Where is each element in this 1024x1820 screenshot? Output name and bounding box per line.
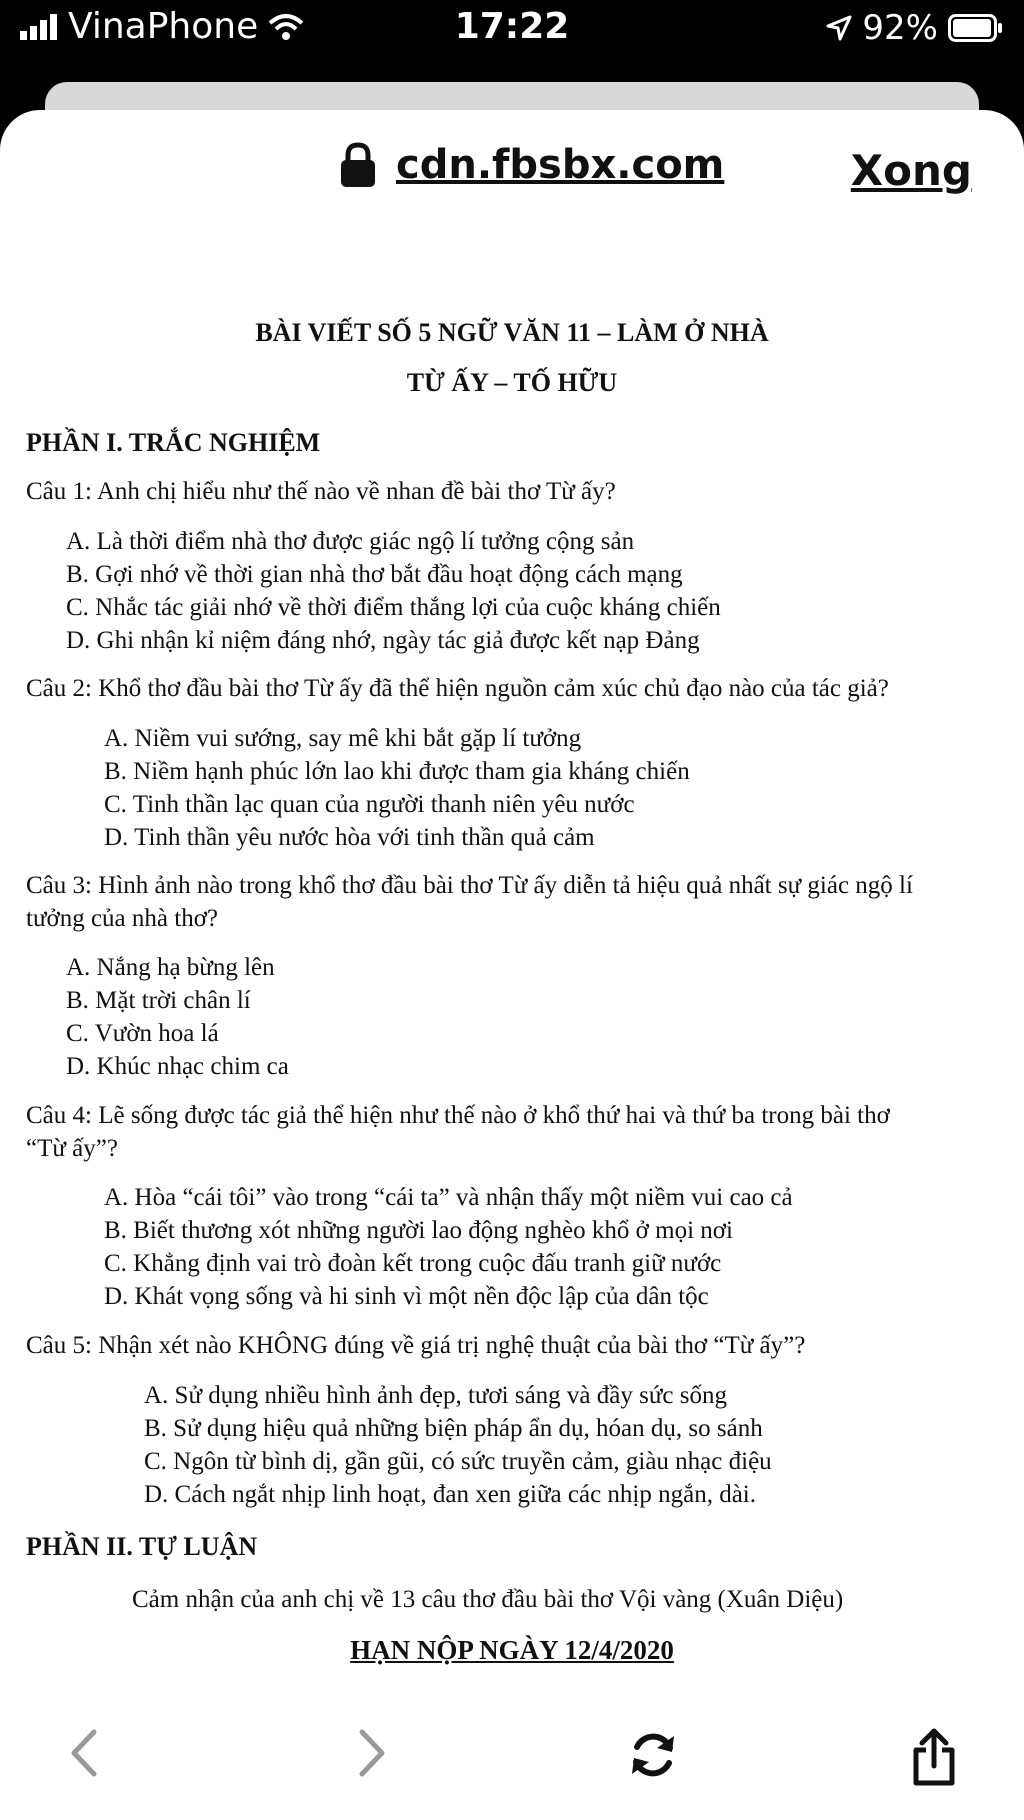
done-button[interactable]: Xong [850, 146, 972, 195]
q3-option-d: D. Khúc nhạc chim ca [66, 1053, 289, 1080]
q3-option-b: B. Mặt trời chân lí [66, 987, 251, 1014]
forward-button[interactable] [356, 1728, 388, 1783]
q4-option-c: C. Khẳng định vai trò đoàn kết trong cuộc đấu tranh giữ nước [104, 1250, 722, 1277]
part1-heading: PHẦN I. TRẮC NGHIỆM [26, 428, 321, 457]
q2-option-b: B. Niềm hạnh phúc lớn lao khi được tham gia kháng chiến [104, 758, 690, 785]
q5-option-b: B. Sử dụng hiệu quả những biện pháp ẩn dụ, hóan dụ, so sánh [144, 1415, 763, 1442]
part2-heading: PHẦN II. TỰ LUẬN [26, 1532, 258, 1561]
battery-icon [948, 14, 1004, 42]
q2-option-d: D. Tinh thần yêu nước hòa với tinh thần quả cảm [104, 824, 595, 851]
address-field[interactable] [340, 142, 724, 188]
q4-option-d: D. Khát vọng sống và hi sinh vì một nền độc lập của dân tộc [104, 1283, 709, 1310]
question-3-line-1: Câu 3: Hình ảnh nào trong khổ thơ đầu bài thơ Từ ấy diễn tả hiệu quả nhất sự giác ngộ lí [26, 872, 913, 899]
q1-option-a: A. Là thời điểm nhà thơ được giác ngộ lí tưởng cộng sản [66, 528, 635, 555]
share-button[interactable] [910, 1728, 958, 1791]
chevron-right-icon [356, 1728, 388, 1778]
reload-button[interactable] [626, 1728, 680, 1787]
q4-option-a: A. Hòa “cái tôi” vào trong “cái ta” và nhận thấy một niềm vui cao cả [104, 1184, 793, 1211]
url-bar [0, 110, 1024, 240]
reload-icon [626, 1728, 680, 1782]
carrier-name: VinaPhone [68, 6, 259, 47]
q1-option-b: B. Gợi nhớ về thời gian nhà thơ bắt đầu hoạt động cách mạng [66, 561, 683, 588]
q5-option-a: A. Sử dụng nhiều hình ảnh đẹp, tươi sáng và đầy sức sống [144, 1382, 727, 1409]
chevron-left-icon [68, 1728, 100, 1778]
q4-option-b: B. Biết thương xót những người lao động nghèo khổ ở mọi nơi [104, 1217, 733, 1244]
essay-prompt: Cảm nhận của anh chị về 13 câu thơ đầu bài thơ Vội vàng (Xuân Diệu) [132, 1586, 844, 1613]
q1-option-d: D. Ghi nhận kỉ niệm đáng nhớ, ngày tác giả được kết nạp Đảng [66, 627, 700, 654]
back-button[interactable] [68, 1728, 100, 1783]
doc-title: BÀI VIẾT SỐ 5 NGỮ VĂN 11 – LÀM Ở NHÀ [255, 318, 769, 347]
bottom-toolbar [0, 1710, 1024, 1820]
status-time: 17:22 [454, 6, 570, 47]
browser-sheet [0, 110, 1024, 1820]
q5-option-d: D. Cách ngắt nhịp linh hoạt, đan xen giữa các nhịp ngắn, dài. [144, 1481, 756, 1508]
question-4-line-1: Câu 4: Lẽ sống được tác giả thể hiện như thế nào ở khổ thứ hai và thứ ba trong bài thơ [26, 1102, 890, 1129]
url-text[interactable]: cdn.fbsbx.com [396, 142, 725, 188]
battery-percent: 92% [862, 8, 938, 48]
question-4-line-2: “Từ ấy”? [26, 1135, 118, 1162]
deadline: HẠN NỘP NGÀY 12/4/2020 [350, 1635, 674, 1665]
lock-icon [340, 142, 376, 188]
status-bar [0, 0, 1024, 80]
q3-option-a: A. Nắng hạ bừng lên [66, 954, 275, 981]
question-2: Câu 2: Khổ thơ đầu bài thơ Từ ấy đã thể hiện nguồn cảm xúc chủ đạo nào của tác giả? [26, 675, 889, 702]
q2-option-c: C. Tinh thần lạc quan của người thanh niên yêu nước [104, 791, 635, 818]
status-right [826, 8, 1004, 48]
doc-subtitle: TỪ ẤY – TỐ HỮU [406, 368, 618, 397]
question-1: Câu 1: Anh chị hiểu như thế nào về nhan đề bài thơ Từ ấy? [26, 478, 616, 505]
q2-option-a: A. Niềm vui sướng, say mê khi bắt gặp lí tưởng [104, 725, 582, 752]
share-icon [910, 1728, 958, 1786]
location-arrow-icon [826, 15, 852, 41]
q3-option-c: C. Vườn hoa lá [66, 1020, 219, 1047]
question-5: Câu 5: Nhận xét nào KHÔNG đúng về giá trị nghệ thuật của bài thơ “Từ ấy”? [26, 1332, 806, 1359]
q5-option-c: C. Ngôn từ bình dị, gần gũi, có sức truyền cảm, giàu nhạc điệu [144, 1448, 772, 1475]
q1-option-c: C. Nhắc tác giải nhớ về thời điểm thắng lợi của cuộc kháng chiến [66, 594, 721, 621]
question-3-line-2: tưởng của nhà thơ? [26, 905, 219, 932]
